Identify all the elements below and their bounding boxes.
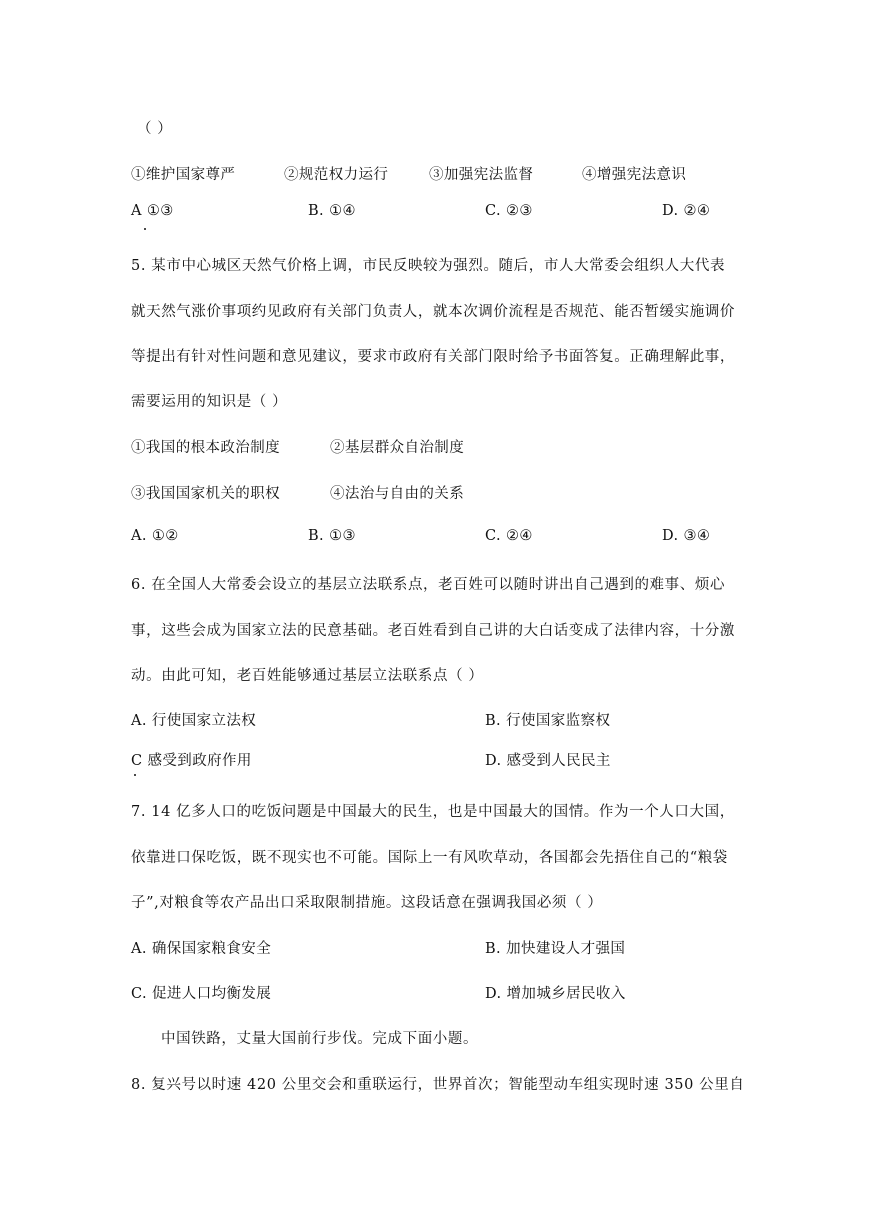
q5-line-3: 等提出有针对性问题和意见建议，要求市政府有关部门限时给予书面答复。正确理解此事， (131, 349, 735, 365)
q7-line-3: 子”,对粮食等农产品出口采取限制措施。这段话意在强调我国必须（ ） (131, 895, 603, 911)
q4-option-c: C. ②③ (485, 203, 533, 219)
q5-option-a: A. ①② (131, 528, 179, 544)
q4-item-1: ①维护国家尊严 (131, 167, 236, 183)
option-dot (144, 228, 146, 230)
option-dot (134, 774, 136, 776)
q7-line-2: 依靠进口保吃饭，既不现实也不可能。国际上一有风吹草动，各国都会先捂住自己的“粮袋 (131, 850, 728, 866)
q7-option-d: D. 增加城乡居民收入 (485, 986, 626, 1002)
q5-line-4: 需要运用的知识是（ ） (131, 394, 288, 410)
q6-line-1: 6. 在全国人大常委会设立的基层立法联系点，老百姓可以随时讲出自己遇到的难事、烦心 (131, 577, 726, 593)
q4-item-2: ②规范权力运行 (284, 167, 389, 183)
q5-option-c: C. ②④ (485, 528, 533, 544)
q4-option-a: A ①③ (131, 203, 174, 219)
q4-item-3: ③加强宪法监督 (429, 167, 534, 183)
q8-line-1: 8. 复兴号以时速 420 公里交会和重联运行，世界首次；智能型动车组实现时速 350 公里自 (131, 1077, 745, 1093)
q5-line-2: 就天然气涨价事项约见政府有关部门负责人，就本次调价流程是否规范、能否暂缓实施调价 (131, 304, 735, 320)
q6-option-b: B. 行使国家监察权 (485, 713, 611, 729)
q7-option-a: A. 确保国家粮食安全 (131, 941, 272, 957)
q7-option-c: C. 促进人口均衡发展 (131, 986, 272, 1002)
q5-option-b: B. ①③ (308, 528, 356, 544)
q5-item-4: ④法治与自由的关系 (330, 486, 465, 502)
q5-item-3: ③我国国家机关的职权 (131, 486, 280, 502)
q6-option-a: A. 行使国家立法权 (131, 713, 257, 729)
q6-option-d: D. 感受到人民民主 (485, 753, 611, 769)
q5-option-d: D. ③④ (662, 528, 711, 544)
q4-option-d: D. ②④ (662, 203, 711, 219)
q6-line-2: 事，这些会成为国家立法的民意基础。老百姓看到自己讲的大白话变成了法律内容，十分激 (131, 623, 735, 639)
q6-option-c: C 感受到政府作用 (131, 753, 252, 769)
q7-line-1: 7. 14 亿多人口的吃饭问题是中国最大的民生，也是中国最大的国情。作为一个人口大国， (131, 804, 735, 820)
q6-line-3: 动。由此可知，老百姓能够通过基层立法联系点（ ） (131, 668, 484, 684)
q5-line-1: 5. 某市中心城区天然气价格上调，市民反映较为强烈。随后，市人大常委会组织人大代表 (131, 258, 726, 274)
q5-item-1: ①我国的根本政治制度 (131, 440, 280, 456)
q5-item-2: ②基层群众自治制度 (330, 440, 465, 456)
q4-option-b: B. ①④ (308, 203, 356, 219)
section-intro: 中国铁路，丈量大国前行步伐。完成下面小题。 (161, 1031, 479, 1047)
q4-stem-tail: （ ） (137, 121, 173, 137)
q4-item-4: ④增强宪法意识 (582, 167, 687, 183)
q7-option-b: B. 加快建设人才强国 (485, 941, 626, 957)
